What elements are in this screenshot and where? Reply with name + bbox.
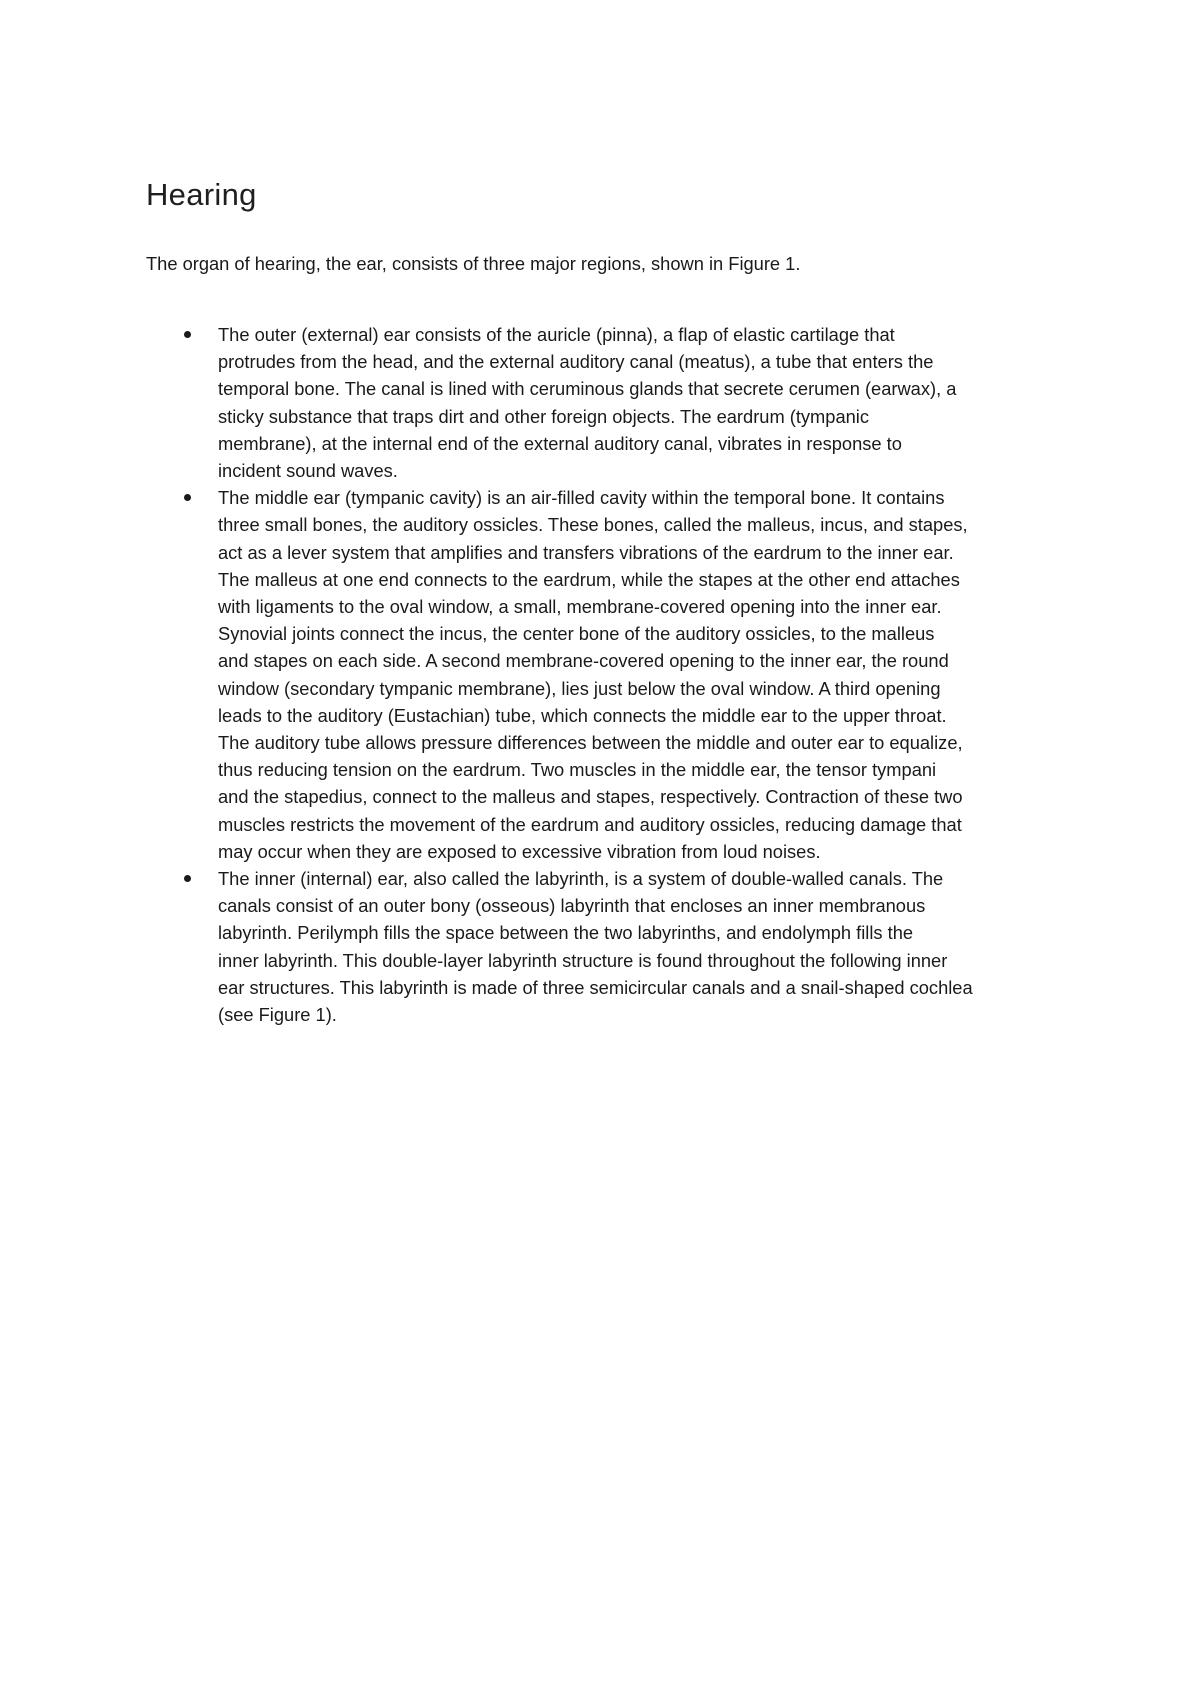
list-item-line: The malleus at one end connects to the eardrum, while the stapes at the other end attaches (218, 568, 960, 590)
list-item-line: incident sound waves. (218, 460, 398, 482)
list-item-line: temporal bone. The canal is lined with ceruminous glands that secrete cerumen (earwax), a (218, 378, 957, 400)
list-item-line: inner labyrinth. This double-layer labyrinth structure is found throughout the following inner (218, 949, 948, 971)
list-item-line: three small bones, the auditory ossicles. These bones, called the malleus, incus, and stapes, (218, 514, 968, 536)
bullet-icon (184, 331, 191, 338)
list-item-line: The auditory tube allows pressure differences between the middle and outer ear to equalize, (218, 732, 963, 754)
list-item-line: and the stapedius, connect to the malleus and stapes, respectively. Contraction of these two (218, 786, 963, 808)
bullet-icon (184, 875, 191, 882)
list-item-line: The middle ear (tympanic cavity) is an air-filled cavity within the temporal bone. It contains (218, 487, 945, 509)
list-item-line: protrudes from the head, and the external auditory canal (meatus), a tube that enters the (218, 351, 934, 373)
list-item-line: and stapes on each side. A second membrane-covered opening to the inner ear, the round (218, 650, 949, 672)
list-item-line: (see Figure 1). (218, 1004, 337, 1026)
intro-paragraph: The organ of hearing, the ear, consists of three major regions, shown in Figure 1. (146, 253, 801, 274)
list-item-line: The outer (external) ear consists of the auricle (pinna), a flap of elastic cartilage that (218, 324, 895, 345)
list-item-line: window (secondary tympanic membrane), lies just below the oval window. A third opening (218, 677, 941, 699)
list-item-line: canals consist of an outer bony (osseous) labyrinth that encloses an inner membranous (218, 895, 926, 917)
list-item-line: may occur when they are exposed to excessive vibration from loud noises. (218, 840, 821, 862)
list-item (146, 321, 1066, 484)
list-item-line: muscles restricts the movement of the eardrum and auditory ossicles, reducing damage that (218, 813, 962, 835)
list-item-line: labyrinth. Perilymph fills the space between the two labyrinths, and endolymph fills the (218, 922, 914, 944)
list-item-line: leads to the auditory (Eustachian) tube, which connects the middle ear to the upper throat. (218, 704, 947, 726)
list-item (146, 484, 1066, 865)
page-title: Hearing (146, 177, 257, 212)
list-item-line: sticky substance that traps dirt and other foreign objects. The eardrum (tympanic (218, 405, 869, 427)
list-item (146, 865, 1066, 1028)
list-item-line: Synovial joints connect the incus, the center bone of the auditory ossicles, to the malleus (218, 623, 935, 645)
list-item-line: thus reducing tension on the eardrum. Two muscles in the middle ear, the tensor tympani (218, 759, 937, 781)
list-item-line: act as a lever system that amplifies and transfers vibrations of the eardrum to the inner ear. (218, 541, 954, 563)
list-item-line: membrane), at the internal end of the external auditory canal, vibrates in response to (218, 432, 902, 454)
bullet-list (146, 321, 1066, 1028)
list-item-line: ear structures. This labyrinth is made of three semicircular canals and a snail-shaped cochlea (218, 976, 973, 998)
list-item-line: The inner (internal) ear, also called the labyrinth, is a system of double-walled canals. The (218, 868, 944, 890)
list-item-line: with ligaments to the oval window, a small, membrane-covered opening into the inner ear. (218, 596, 942, 618)
bullet-icon (184, 494, 191, 501)
